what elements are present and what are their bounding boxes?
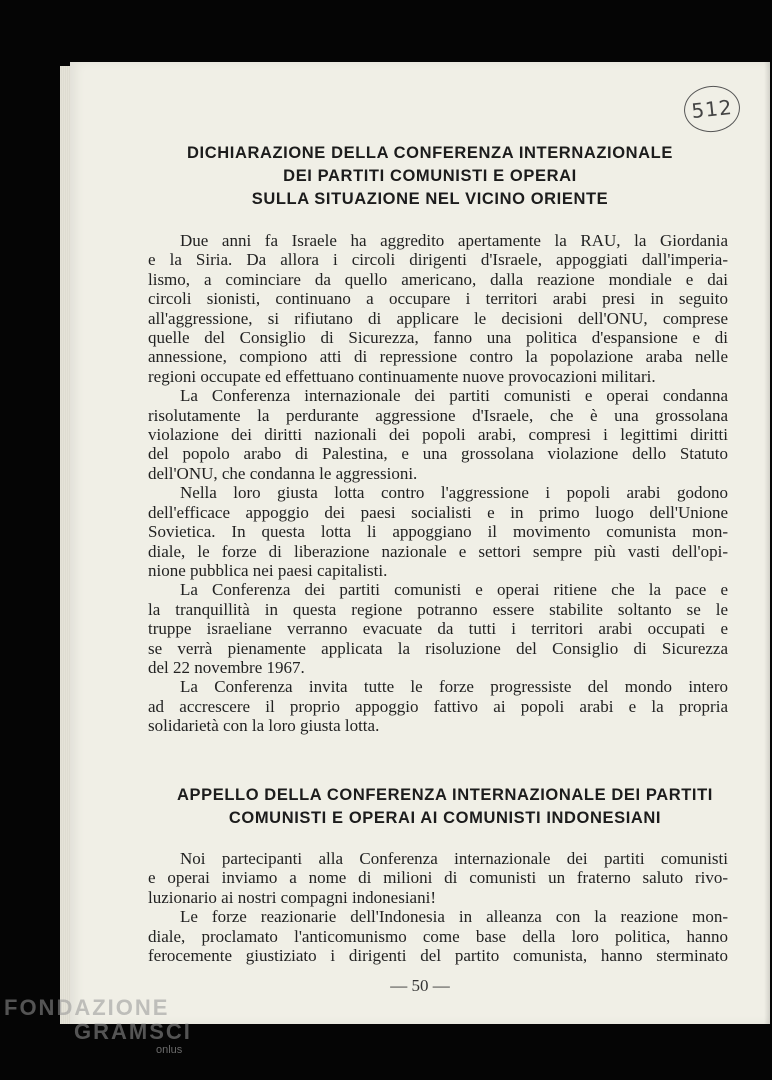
text-line: se verrà pienamente applicata la risoluzione del Consiglio di Sicurezza [148,638,728,658]
text-line: risolutamente la perdurante aggressione d'Israele, che è una grossolana [148,405,728,425]
text-line: quelle del Consiglio di Sicurezza, fanno una politica d'espansione e di [148,328,728,348]
text-line: violazione dei diritti nazionali dei popoli arabi, compresi i legittimi diritti [148,425,728,445]
section2-title-line: COMUNISTI E OPERAI AI COMUNISTI INDONESIANI [228,809,662,827]
watermark-line: GRAMSCI [74,1019,192,1044]
section2-title-line: APPELLO DELLA CONFERENZA INTERNAZIONALE DEI PARTITI [177,786,713,804]
text-line: regioni occupate ed effettuano continuamente nuove provocazioni militari. [148,366,656,386]
text-line: circoli sionisti, continuano a occupare i territori arabi presi in seguito [148,289,728,309]
text-line: ad accrescere il proprio appoggio fattivo ai popoli arabi e la propria [148,696,728,716]
document-page [70,62,770,1024]
section1-title-line: DEI PARTITI COMUNISTI E OPERAI [283,167,577,185]
text-line: diale, le forze di liberazione nazionale e settori sempre più vasti dell'opi- [148,541,728,561]
section1-title-line: SULLA SITUAZIONE NEL VICINO ORIENTE [251,190,609,208]
section2-body [148,849,728,965]
watermark-line: onlus [156,1044,183,1056]
text-line: truppe israeliane verranno evacuate da tutti i territori arabi occupati e [148,619,728,639]
text-line: lismo, a cominciare da quello americano, dalla reazione mondiale e dai [148,269,728,289]
text-line: annessione, compiono atti di repressione contro la popolazione araba nelle [148,347,728,367]
text-line: diale, proclamato l'anticomunismo come base della loro politica, hanno [148,926,728,946]
section1-body [148,231,728,736]
text-line: la tranquillità in questa regione potranno essere stabilite soltanto se le [148,599,728,619]
text-line: e la Siria. Da allora i circoli dirigenti d'Israele, appoggiati dall'imperia- [148,250,728,270]
text-line: Noi partecipanti alla Conferenza internazionale dei partiti comunisti [180,849,728,868]
text-line: e operai inviamo a nome di milioni di comunisti un fraterno saluto rivo- [148,868,728,888]
text-line: all'aggressione, si rifiutano di applicare le decisioni dell'ONU, comprese [148,308,728,328]
page-shadow [764,62,770,1024]
text-line: dell'efficace appoggio dei paesi socialisti e in primo luogo dell'Unione [148,502,728,522]
text-line: Due anni fa Israele ha aggredito apertamente la RAU, la Giordania [180,231,728,250]
text-line: La Conferenza internazionale dei partiti comunisti e operai condanna [180,386,728,406]
text-line: La Conferenza dei partiti comunisti e operai ritiene che la pace e [180,580,728,600]
text-line: Nella loro giusta lotta contro l'aggressione i popoli arabi godono [180,483,728,503]
section2-title [150,784,740,830]
archive-number-stamp: 512 [682,83,743,135]
watermark-line: FONDAZIONE [4,995,170,1020]
text-line: Sovietica. In questa lotta li appoggiano il movimento comunista mon- [148,522,728,542]
text-line: La Conferenza invita tutte le forze progressiste del mondo intero [180,677,728,697]
text-line: del 22 novembre 1967. [148,657,305,677]
text-line: del popolo arabo di Palestina, e una grossolana violazione dello Statuto [148,444,728,464]
text-line: Le forze reazionarie dell'Indonesia in alleanza con la reazione mon- [180,907,728,927]
page-number: — 50 — [390,976,450,995]
text-line: ferocemente giustiziato i dirigenti del partito comunista, hanno sterminato [148,946,728,966]
text-line: luzionario ai nostri compagni indonesiani! [148,887,436,907]
text-line: nione pubblica nei paesi capitalisti. [148,560,388,580]
text-line: solidarietà con la loro giusta lotta. [148,716,380,736]
section1-title [150,142,710,211]
text-line: dell'ONU, che condanna le aggressioni. [148,463,418,483]
section1-title-line: DICHIARAZIONE DELLA CONFERENZA INTERNAZIONALE [187,144,673,162]
fondazione-gramsci-watermark [4,996,192,1056]
